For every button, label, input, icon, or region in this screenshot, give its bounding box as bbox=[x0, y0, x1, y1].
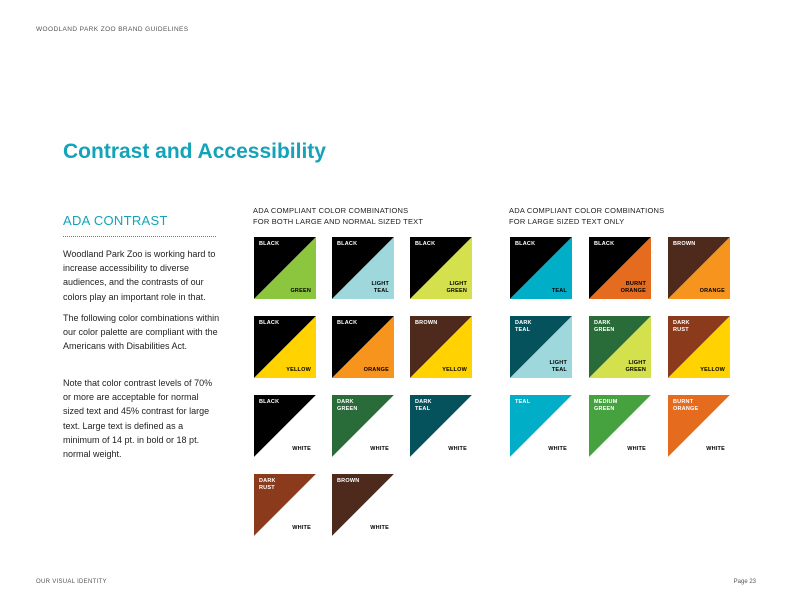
color-swatch bbox=[410, 316, 472, 378]
heading-divider bbox=[63, 236, 216, 237]
swatch-bottom-label: WHITE bbox=[370, 525, 389, 531]
page-number: Page 23 bbox=[733, 579, 756, 585]
color-swatch bbox=[510, 395, 572, 457]
color-swatch bbox=[332, 395, 394, 457]
swatch-bottom-label: WHITE bbox=[370, 446, 389, 452]
document-header: WOODLAND PARK ZOO BRAND GUIDELINES bbox=[36, 26, 189, 33]
swatch-top-label: DARK RUST bbox=[259, 478, 276, 491]
color-swatch bbox=[332, 474, 394, 536]
color-swatch bbox=[589, 237, 651, 299]
color-swatch bbox=[254, 316, 316, 378]
swatch-bottom-label: LIGHT GREEN bbox=[625, 360, 646, 373]
section-heading: ADA CONTRAST bbox=[63, 213, 168, 228]
color-swatch bbox=[668, 237, 730, 299]
swatch-bottom-label: YELLOW bbox=[442, 367, 467, 373]
color-swatch bbox=[254, 237, 316, 299]
color-swatch bbox=[510, 237, 572, 299]
color-swatch bbox=[332, 237, 394, 299]
swatch-bottom-label: ORANGE bbox=[363, 367, 389, 373]
swatch-top-label: BLACK bbox=[259, 399, 280, 405]
swatch-top-label: BROWN bbox=[337, 478, 360, 484]
swatch-top-label: BURNT ORANGE bbox=[673, 399, 699, 412]
swatch-bottom-label: LIGHT TEAL bbox=[549, 360, 567, 373]
swatch-top-label: BROWN bbox=[415, 320, 438, 326]
color-swatch bbox=[410, 395, 472, 457]
swatch-bottom-label: LIGHT GREEN bbox=[446, 281, 467, 294]
swatch-bottom-label: ORANGE bbox=[699, 288, 725, 294]
swatch-top-label: DARK TEAL bbox=[415, 399, 432, 412]
swatch-top-label: BROWN bbox=[673, 241, 696, 247]
color-swatch bbox=[332, 316, 394, 378]
color-swatch bbox=[510, 316, 572, 378]
swatch-bottom-label: WHITE bbox=[548, 446, 567, 452]
color-swatch bbox=[410, 237, 472, 299]
intro-paragraph: Woodland Park Zoo is working hard to increase accessibility to diverse audiences, and the contrasts of our colors play an important role in that. bbox=[63, 249, 216, 302]
contrast-note-paragraph: Note that color contrast levels of 70% or more are acceptable for normal sized text and 45% contrast for large text. Large text is defined as a minimum of 14 pt. in bold or 18 pt. normal weight. bbox=[63, 378, 213, 460]
swatch-top-label: DARK TEAL bbox=[515, 320, 532, 333]
color-swatch bbox=[254, 474, 316, 536]
swatch-top-label: DARK GREEN bbox=[337, 399, 358, 412]
color-swatch bbox=[589, 395, 651, 457]
swatch-bottom-label: BURNT ORANGE bbox=[620, 281, 646, 294]
swatch-bottom-label: WHITE bbox=[448, 446, 467, 452]
swatch-top-label: BLACK bbox=[259, 241, 280, 247]
color-swatch bbox=[668, 316, 730, 378]
color-swatch bbox=[668, 395, 730, 457]
swatch-top-label: BLACK bbox=[515, 241, 536, 247]
swatch-bottom-label: YELLOW bbox=[286, 367, 311, 373]
swatch-top-label: BLACK bbox=[259, 320, 280, 326]
footer-section-name: OUR VISUAL IDENTITY bbox=[36, 579, 107, 585]
swatch-bottom-label: LIGHT TEAL bbox=[371, 281, 389, 294]
swatch-bottom-label: TEAL bbox=[551, 288, 567, 294]
swatch-top-label: DARK GREEN bbox=[594, 320, 615, 333]
color-swatch bbox=[254, 395, 316, 457]
swatch-bottom-label: WHITE bbox=[627, 446, 646, 452]
swatch-bottom-label: WHITE bbox=[292, 446, 311, 452]
color-swatch bbox=[589, 316, 651, 378]
swatch-top-label: MEDIUM GREEN bbox=[594, 399, 618, 412]
swatch-top-label: BLACK bbox=[337, 241, 358, 247]
group-title-large-text: ADA COMPLIANT COLOR COMBINATIONS FOR LARGE SIZED TEXT ONLY bbox=[509, 206, 665, 226]
group-title-normal-text: ADA COMPLIANT COLOR COMBINATIONS FOR BOTH LARGE AND NORMAL SIZED TEXT bbox=[253, 206, 424, 226]
swatch-bottom-label: WHITE bbox=[706, 446, 725, 452]
compliance-paragraph: The following color combinations within our color palette are compliant with the Americans with Disabilities Act. bbox=[63, 313, 220, 352]
swatch-top-label: BLACK bbox=[337, 320, 358, 326]
swatch-bottom-label: GREEN bbox=[290, 288, 311, 294]
page-title: Contrast and Accessibility bbox=[63, 140, 326, 163]
swatch-top-label: TEAL bbox=[515, 399, 531, 405]
swatch-top-label: DARK RUST bbox=[673, 320, 690, 333]
swatch-bottom-label: YELLOW bbox=[700, 367, 725, 373]
swatch-top-label: BLACK bbox=[594, 241, 615, 247]
swatch-bottom-label: WHITE bbox=[292, 525, 311, 531]
swatch-top-label: BLACK bbox=[415, 241, 436, 247]
